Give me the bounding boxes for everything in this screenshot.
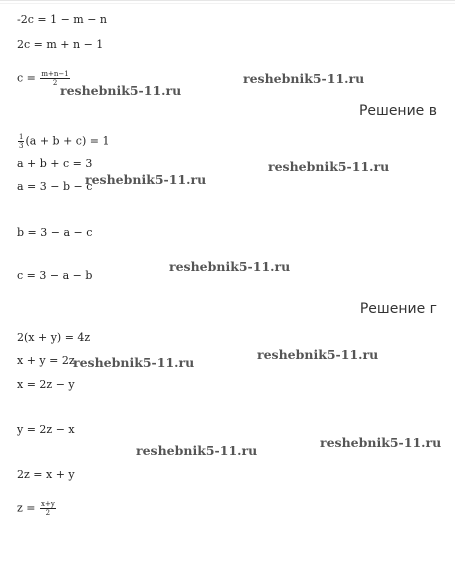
fraction-numerator: 1 xyxy=(19,133,24,141)
equation-1: -2c = 1 − m − n xyxy=(17,13,108,26)
equation-13: 2z = x + y xyxy=(17,468,75,481)
equation-2: 2c = m + n − 1 xyxy=(17,38,104,51)
fraction-denominator: 2 xyxy=(52,79,58,87)
equation-7: b = 3 − a − c xyxy=(17,226,93,239)
fraction-denominator: 3 xyxy=(19,142,24,150)
equation-4-rest: (a + b + c) = 1 xyxy=(25,134,110,148)
section-heading-v: Решение в xyxy=(358,103,437,119)
equation-14-lhs: z = xyxy=(17,501,36,515)
watermark: reshebnik5-11.ru xyxy=(243,71,365,86)
fraction-numerator: x+y xyxy=(41,500,55,508)
equation-11: x = 2z − y xyxy=(17,378,75,391)
watermark: reshebnik5-11.ru xyxy=(169,259,291,274)
watermark: reshebnik5-11.ru xyxy=(60,83,182,98)
equation-3-lhs: c = xyxy=(17,71,36,85)
fraction xyxy=(40,500,56,517)
watermark: reshebnik5-11.ru xyxy=(73,355,195,370)
fraction xyxy=(18,133,24,150)
watermark: reshebnik5-11.ru xyxy=(268,159,390,174)
equation-10: x + y = 2z xyxy=(17,354,75,367)
watermark: reshebnik5-11.ru xyxy=(85,172,207,187)
fraction-denominator: 2 xyxy=(45,509,51,517)
watermark: reshebnik5-11.ru xyxy=(136,443,258,458)
top-divider-shadow xyxy=(0,3,455,4)
fraction-numerator: m+n−1 xyxy=(41,70,69,78)
equation-6: a = 3 − b − c xyxy=(17,180,93,193)
watermark: reshebnik5-11.ru xyxy=(320,435,442,450)
equation-4 xyxy=(17,133,109,150)
equation-12: y = 2z − x xyxy=(17,423,75,436)
equation-14 xyxy=(17,500,57,517)
watermark: reshebnik5-11.ru xyxy=(257,347,379,362)
section-heading-g: Решение г xyxy=(359,301,437,317)
equation-9: 2(x + y) = 4z xyxy=(17,331,91,344)
equation-5: a + b + c = 3 xyxy=(17,157,93,170)
top-divider xyxy=(0,0,455,1)
equation-8: c = 3 − a − b xyxy=(17,269,93,282)
